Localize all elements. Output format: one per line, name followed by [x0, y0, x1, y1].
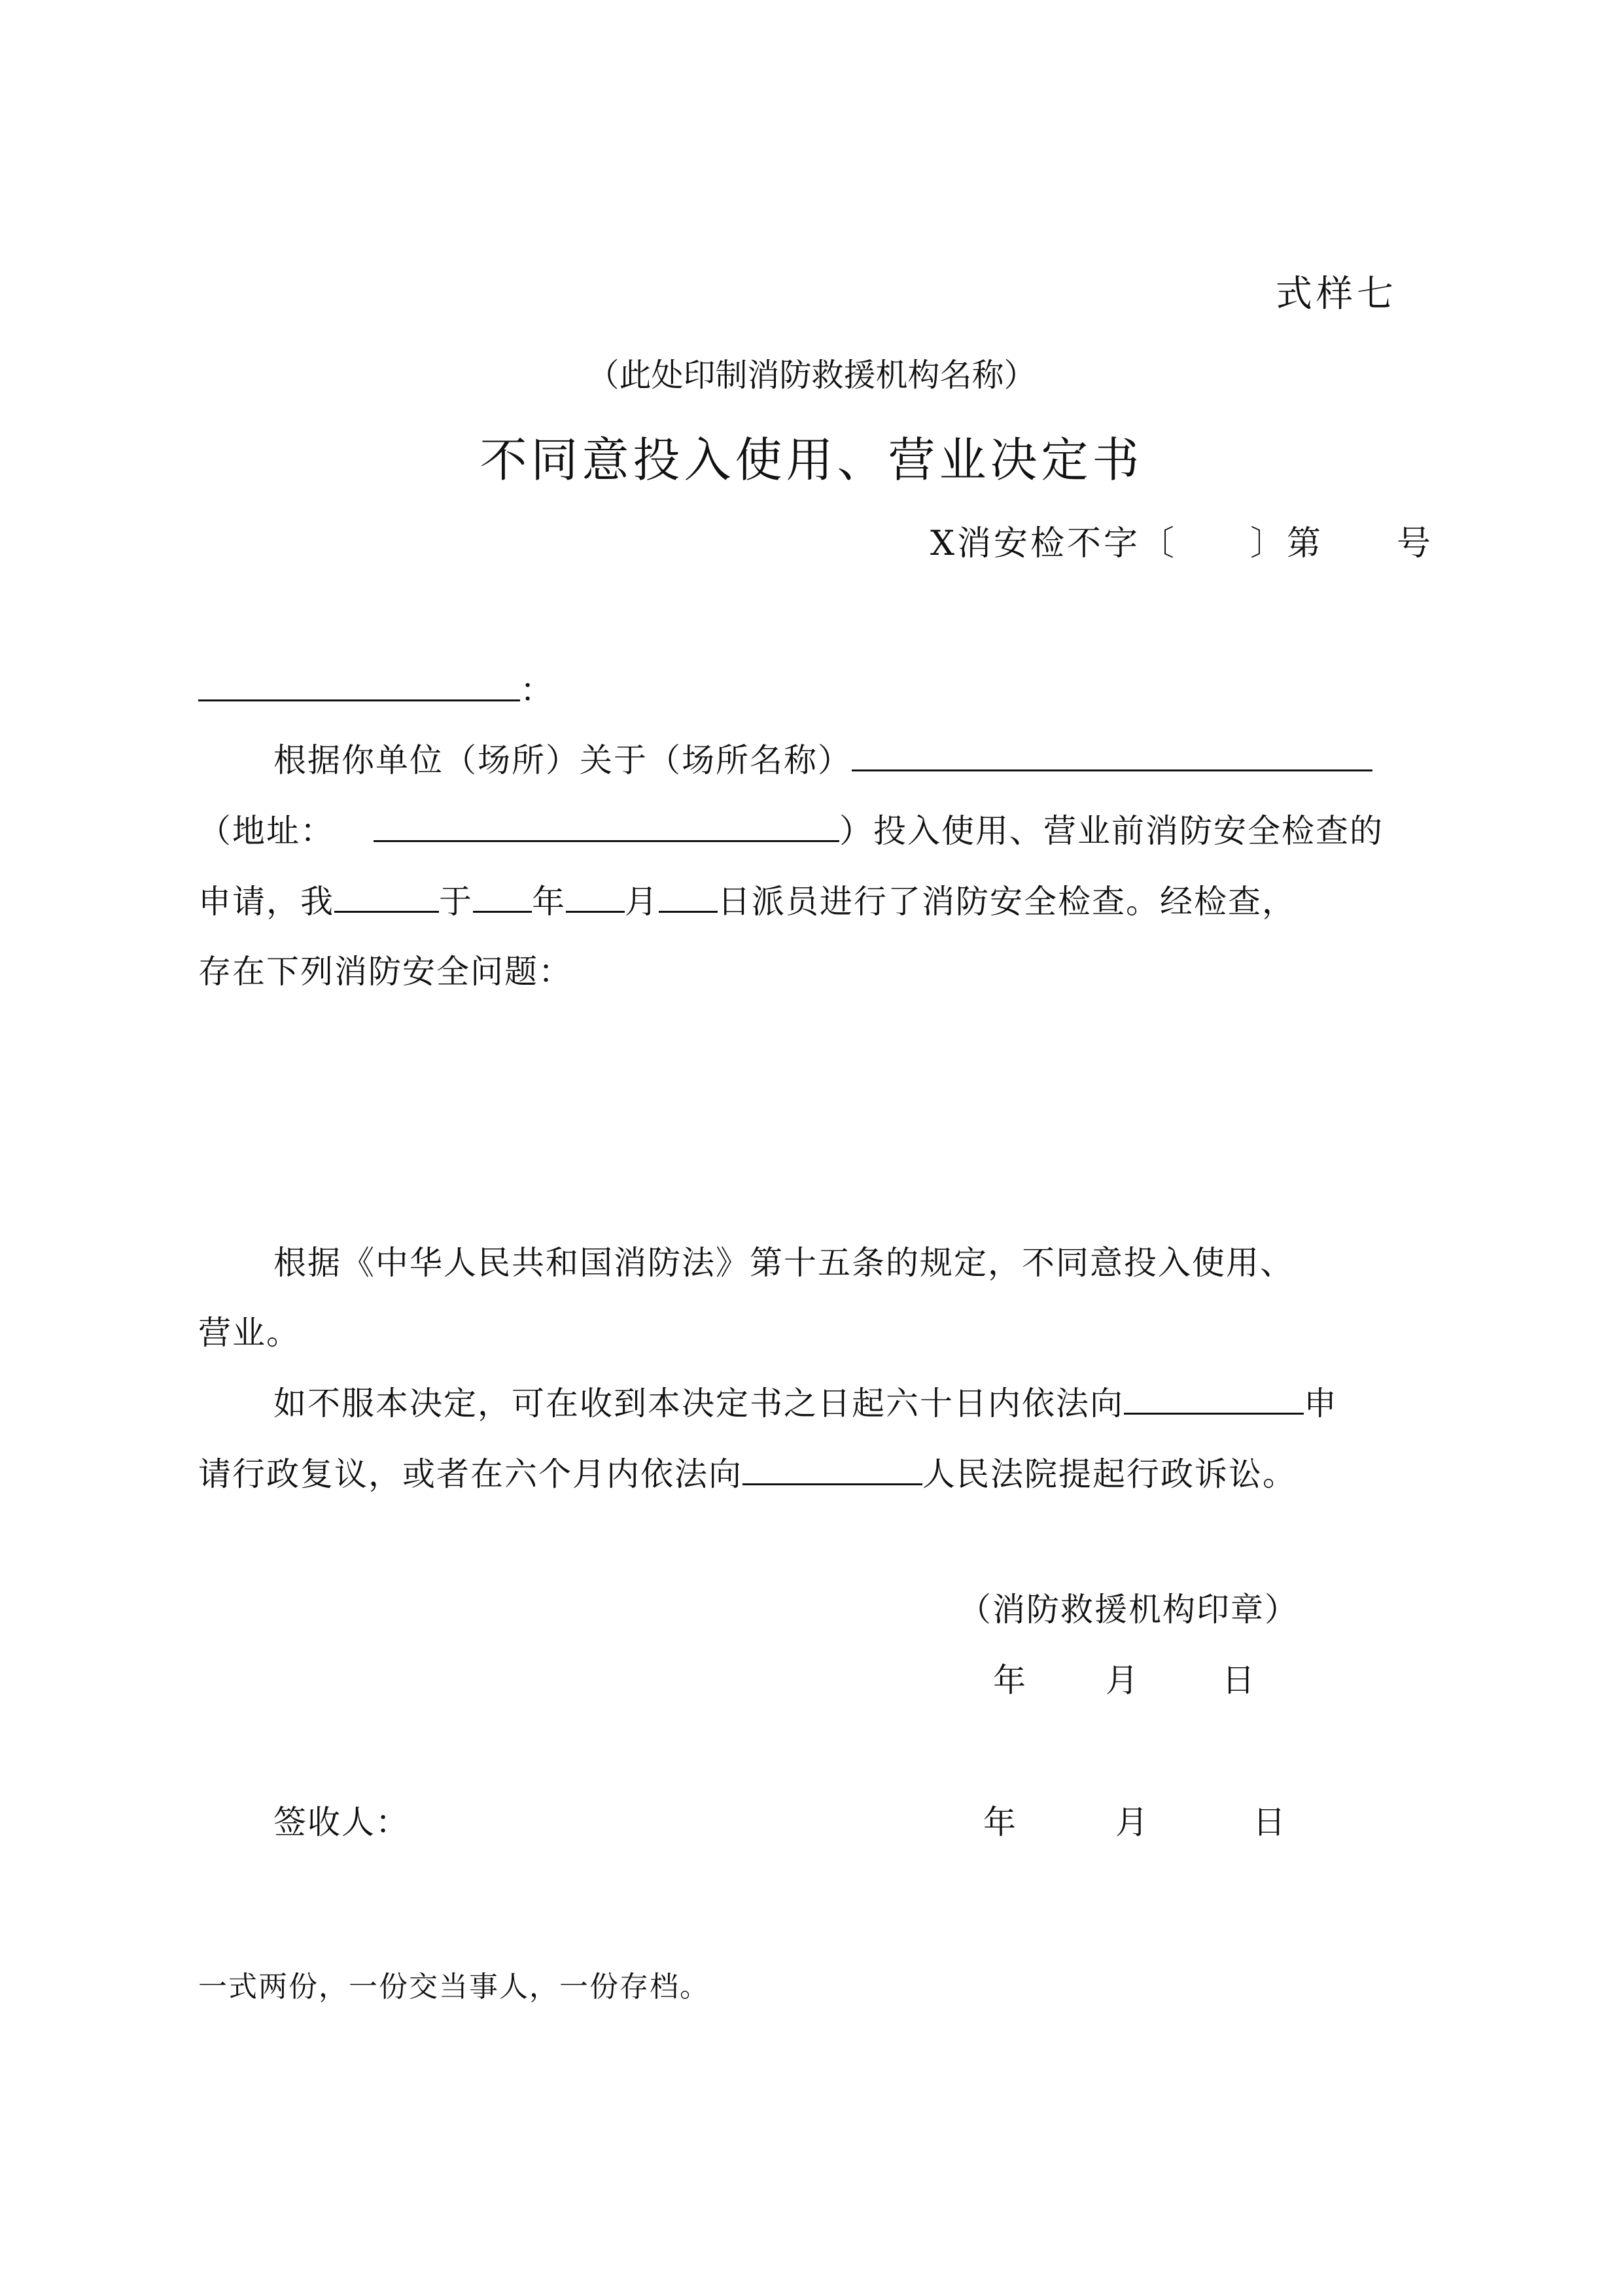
p3-l2-text-b: 人民法院提起行政诉讼。	[922, 1455, 1297, 1493]
p1-l3-text-d: 月	[625, 883, 659, 921]
paragraph-1-line-4: 存在下列消防安全问题：	[198, 953, 572, 991]
p3-l1-text-a: 如不服本决定，可在收到本决定书之日起六十日内依法向	[273, 1385, 1124, 1422]
p1-l2-text-b: ）投入使用、营业前消防安全检查的	[839, 812, 1384, 850]
paragraph-3-line-2	[198, 1448, 1297, 1495]
seal-year: 年	[993, 1661, 1027, 1699]
court-blank[interactable]	[742, 1455, 922, 1485]
review-agency-blank[interactable]	[1124, 1384, 1304, 1415]
p1-l1-text: 根据你单位（场所）关于（场所名称）	[273, 741, 852, 779]
signer-label: 签收人：	[273, 1803, 410, 1841]
inspection-day-blank[interactable]	[659, 882, 718, 913]
agency-blank[interactable]	[334, 882, 439, 913]
inspection-month-blank[interactable]	[566, 882, 625, 913]
seal-label: （消防救援机构印章）	[958, 1591, 1299, 1629]
paragraph-1-line-1	[273, 734, 1372, 781]
p1-l3-text-a: 申请，我	[198, 883, 334, 921]
inspection-year-blank[interactable]	[473, 882, 532, 913]
address-blank[interactable]	[374, 811, 839, 842]
paragraph-2-line-2: 营业。	[198, 1314, 300, 1352]
paragraph-1-line-2	[198, 805, 1384, 852]
paragraph-1-line-3	[198, 875, 1296, 923]
recipient-line	[198, 664, 553, 711]
paragraph-2-line-1: 根据《中华人民共和国消防法》第十五条的规定，不同意投入使用、	[273, 1244, 1294, 1282]
p1-l3-text-b: 于	[439, 883, 473, 921]
form-label: 式样七	[1276, 273, 1397, 315]
p3-l2-text-a: 请行政复议，或者在六个月内依法向	[198, 1455, 742, 1493]
recipient-colon: ：	[520, 671, 553, 709]
venue-name-blank[interactable]	[852, 741, 1372, 771]
org-name-placeholder: （此处印制消防救援机构名称）	[587, 357, 1036, 394]
signer-year: 年	[983, 1803, 1017, 1841]
p1-l3-text-e: 日派员进行了消防安全检查。经检查，	[718, 883, 1296, 921]
footer-note: 一式两份，一份交当事人，一份存档。	[198, 1970, 710, 2004]
p1-l3-text-c: 年	[532, 883, 566, 921]
p3-l1-text-b: 申	[1304, 1385, 1338, 1422]
document-number: X消安检不字〔 〕第 号	[930, 524, 1433, 563]
seal-month: 月	[1106, 1661, 1140, 1699]
signer-day: 日	[1253, 1803, 1287, 1841]
paragraph-3-line-1	[273, 1377, 1338, 1424]
signer-month: 月	[1115, 1803, 1149, 1841]
seal-day: 日	[1222, 1661, 1256, 1699]
recipient-blank[interactable]	[198, 671, 520, 701]
document-title: 不同意投入使用、营业决定书	[480, 433, 1143, 487]
p1-l2-text-a: （地址：	[198, 812, 334, 850]
